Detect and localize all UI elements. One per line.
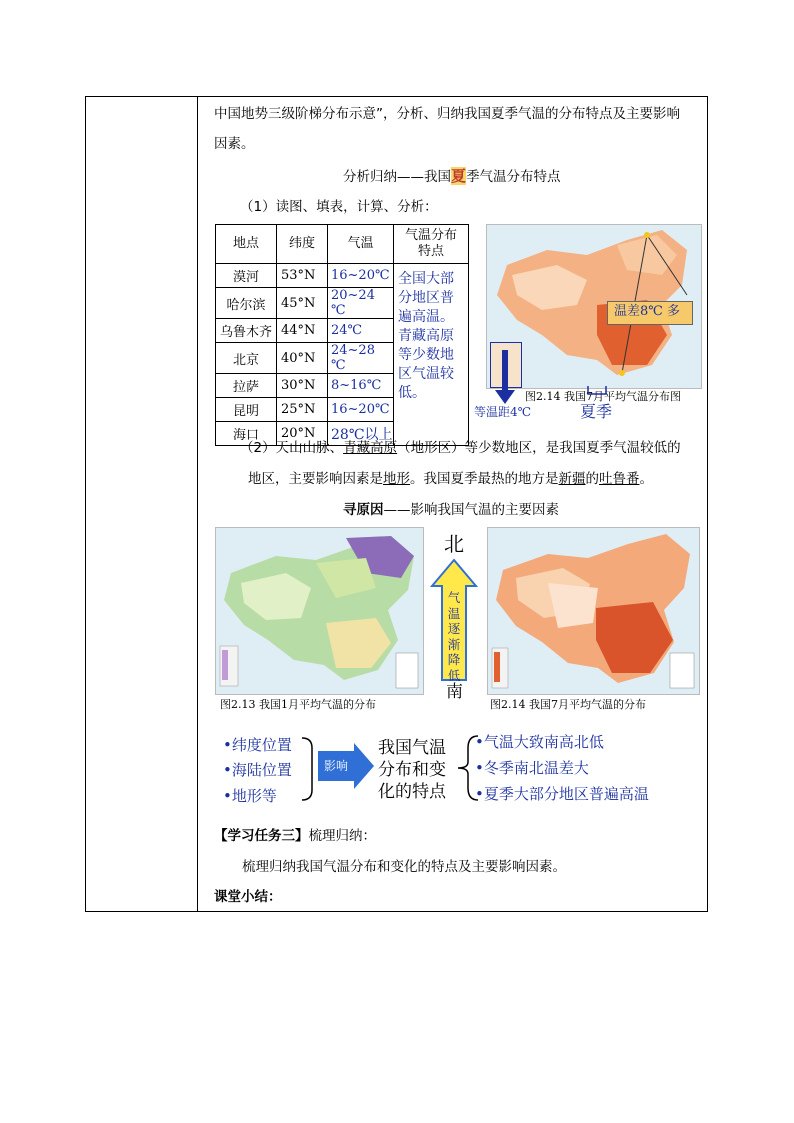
center-text-line-2: 分布和变 xyxy=(378,760,446,780)
cell-lat: 25°N xyxy=(277,398,328,422)
step-2-line-2 xyxy=(248,469,653,489)
temperature-table xyxy=(215,224,469,446)
season-bracket-icon xyxy=(586,384,608,400)
result-summer-high: •夏季大部分地区普遍高温 xyxy=(475,785,649,803)
arrow-text: 气温逐渐降低 xyxy=(447,590,461,683)
cell-temp: 24~28 ℃ xyxy=(328,343,394,374)
answer-xinjiang: 新疆 xyxy=(558,471,586,487)
july-large-map-caption: 图2.14 我国7月平均气温的分布 xyxy=(490,698,646,711)
center-text-line-1: 我国气温 xyxy=(378,738,446,758)
left-bracket-icon xyxy=(300,736,316,802)
cell-temp: 16~20℃ xyxy=(328,398,394,422)
cell-temp: 16~20℃ xyxy=(328,264,394,288)
influence-label: 影响 xyxy=(324,759,349,773)
heading1-highlight: 夏 xyxy=(451,167,467,185)
cell-lat: 45°N xyxy=(277,288,328,319)
cell-lat: 30°N xyxy=(277,374,328,398)
cell-feature: 全国大部分地区普遍高温。青藏高原等少数地区气温较低。 xyxy=(394,264,469,446)
cell-place: 昆明 xyxy=(216,398,277,422)
china-map-january-illustration xyxy=(216,528,423,694)
table-header-row xyxy=(216,225,469,264)
answer-turpan: 吐鲁番 xyxy=(599,471,640,487)
heading-summer-distribution xyxy=(343,166,561,187)
factor-sea-land: •海陆位置 xyxy=(223,761,292,779)
intro-line-2: 因素。 xyxy=(214,136,255,152)
step2-part-d: 地区，主要影响因素是 xyxy=(248,471,383,487)
factor-latitude: •纬度位置 xyxy=(223,736,292,754)
header-latitude: 纬度 xyxy=(277,225,328,264)
season-annotation: 夏季 xyxy=(580,402,613,421)
heading1-part-a: 分析归纳——我国 xyxy=(343,169,451,185)
task-3-text: 梳理归纳： xyxy=(308,828,376,844)
step2-part-c: （地形区）等少数地区，是我国夏季气温较低的 xyxy=(397,440,681,456)
cell-place: 哈尔滨 xyxy=(216,288,277,319)
cell-temp: 24℃ xyxy=(328,319,394,343)
result-south-north: •气温大致南高北低 xyxy=(475,733,604,751)
cell-place: 海口 xyxy=(216,422,277,446)
cell-place: 乌鲁木齐 xyxy=(216,319,277,343)
step-2-line-1 xyxy=(240,438,681,458)
cell-temp: 28℃以上 xyxy=(328,422,394,446)
cell-lat: 40°N xyxy=(277,343,328,374)
heading1-part-b: 季气温分布特点 xyxy=(466,169,561,185)
cell-lat: 20°N xyxy=(277,422,328,446)
cell-place: 拉萨 xyxy=(216,374,277,398)
heading2-part-a: 寻原因 xyxy=(343,502,384,518)
legend-arrow-icon xyxy=(495,350,515,406)
header-feature: 气温分布特点 xyxy=(394,225,469,264)
result-winter-diff: •冬季南北温差大 xyxy=(475,759,589,777)
january-map-caption: 图2.13 我国1月平均气温的分布 xyxy=(220,698,376,711)
heading2-part-b: ——影响我国气温的主要因素 xyxy=(383,502,559,518)
factor-terrain: •地形等 xyxy=(223,787,277,805)
step-1-instruction: （1）读图、填表，计算、分析： xyxy=(240,199,438,215)
step2-part-j: 。 xyxy=(639,471,653,487)
answer-terrain: 地形 xyxy=(383,471,410,487)
cell-lat: 53°N xyxy=(277,264,328,288)
step2-part-f: 。我国夏季最热的地方是 xyxy=(410,471,559,487)
step2-part-h: 的 xyxy=(585,471,599,487)
cell-temp: 8~16℃ xyxy=(328,374,394,398)
step2-part-a: （2）天山山脉、 xyxy=(240,440,344,456)
january-temperature-map xyxy=(215,527,424,695)
task-3-label: 【学习任务三】 xyxy=(214,828,309,844)
cell-place: 漠河 xyxy=(216,264,277,288)
table-row xyxy=(216,264,469,288)
header-temperature: 气温 xyxy=(328,225,394,264)
column-divider xyxy=(197,96,198,912)
cell-temp: 20~24 ℃ xyxy=(328,288,394,319)
south-label: 南 xyxy=(446,682,463,702)
china-map-july-large-illustration xyxy=(488,528,699,694)
header-place: 地点 xyxy=(216,225,277,264)
north-label: 北 xyxy=(444,532,464,556)
center-text-line-3: 化的特点 xyxy=(378,782,446,802)
class-summary-label: 课堂小结： xyxy=(214,889,282,905)
cell-lat: 44°N xyxy=(277,319,328,343)
temp-diff-annotation: 温差8℃ 多 xyxy=(614,304,680,319)
july-temperature-map-large xyxy=(487,527,700,695)
july-map-caption: 图2.14 我国7月平均气温分布图 xyxy=(525,390,681,403)
answer-qingzang: 青藏高原 xyxy=(343,440,398,456)
cell-place: 北京 xyxy=(216,343,277,374)
isotherm-interval-annotation: 等温距4℃ xyxy=(474,405,532,419)
heading-find-causes xyxy=(343,500,559,520)
intro-line-1: 中国地势三级阶梯分布示意”，分析、归纳我国夏季气温的分布特点及主要影响 xyxy=(214,106,680,122)
task-3-body: 梳理归纳我国气温分布和变化的特点及主要影响因素。 xyxy=(242,859,566,875)
task-3-line xyxy=(214,826,376,846)
